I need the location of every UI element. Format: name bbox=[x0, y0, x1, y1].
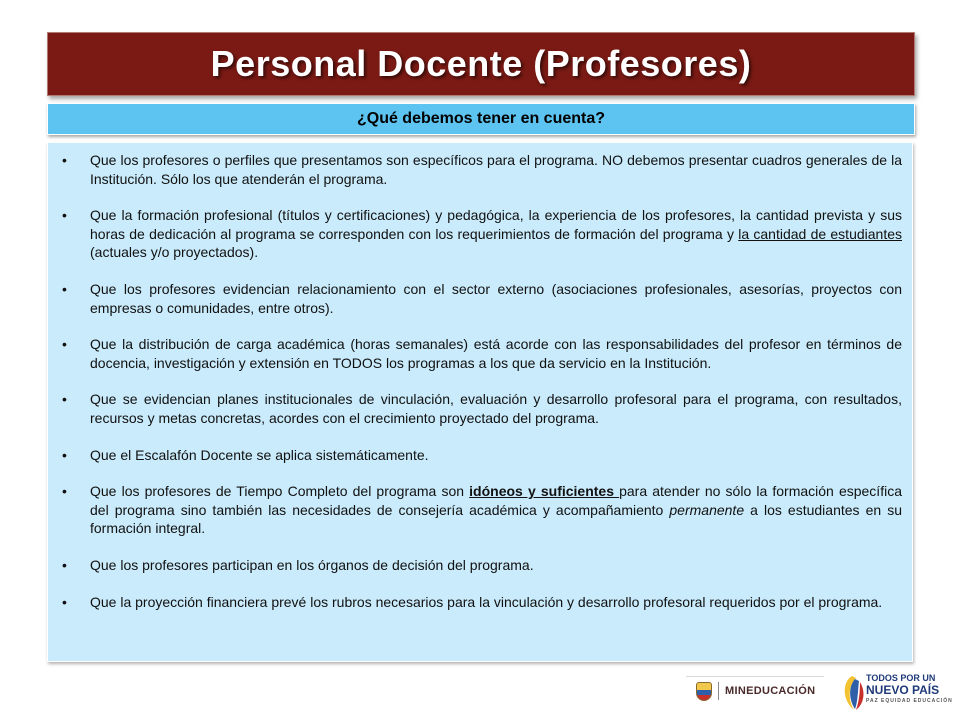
bullet-text: a los estudiantes en su formación integral. bbox=[90, 501, 902, 537]
bullet-text: para atender no sólo la formación específica del programa sino también las necesidades de consejería académica y acompañamiento bbox=[90, 483, 902, 518]
bullet-item bbox=[90, 593, 902, 612]
pais-line-3: PAZ EQUIDAD EDUCACIÓN bbox=[866, 698, 953, 704]
mineducacion-text: MINEDUCACIÓN bbox=[725, 685, 816, 697]
bullet-text: Que se evidencian planes institucionales de vinculación, evaluación y desarrollo profesoral para el programa, con resultados, recursos y metas concretas, acordes con el crecimiento proyectado del programa. bbox=[90, 391, 902, 426]
bullet-text: Que la proyección financiera prevé los rubros necesarios para la vinculación y desarrollo profesoral requeridos por el programa. bbox=[90, 593, 883, 610]
nuevo-pais-logo bbox=[838, 666, 956, 718]
bullet-item bbox=[90, 446, 902, 465]
bullet-text: Que los profesores de Tiempo Completo del programa son bbox=[90, 483, 470, 500]
bullet-text: Que los profesores participan en los órganos de decisión del programa. bbox=[90, 556, 534, 573]
nuevo-pais-logo-icon bbox=[838, 666, 868, 718]
italic-text: permanente bbox=[669, 501, 745, 518]
pais-line-1: TODOS POR UN bbox=[866, 673, 936, 683]
footer-divider bbox=[686, 676, 824, 677]
underlined-text: la cantidad de estudiantes bbox=[738, 225, 902, 242]
bullet-text: Que los profesores evidencian relacionamiento con el sector externo (asociaciones profesionales, asesorías, proyectos con empresas o comunidades, entre otros). bbox=[90, 280, 902, 316]
bullet-text: (actuales y/o proyectados). bbox=[90, 244, 259, 261]
title-banner bbox=[47, 32, 915, 96]
bullet-text: Que los profesores o perfiles que presentamos son específicos para el programa. NO debemos presentar cuadros generales de la Institución. Sólo los que atenderán el programa. bbox=[90, 152, 902, 187]
bullet-item bbox=[90, 556, 902, 575]
emphasized-text: idóneos y suficientes bbox=[469, 483, 620, 500]
bullet-text: Que el Escalafón Docente se aplica sistemáticamente. bbox=[90, 446, 429, 463]
bullet-item bbox=[90, 482, 902, 538]
content-box bbox=[47, 142, 913, 662]
bullet-item bbox=[90, 206, 902, 262]
bullet-text: Que la distribución de carga académica (horas semanales) está acorde con las responsabilidades del profesor en términos de docencia, investigación y extensión en TODOS los programas a los que da servicio en la Institución. bbox=[90, 336, 902, 371]
bullet-item bbox=[90, 151, 902, 188]
slide-title: Personal Docente (Profesores) bbox=[210, 43, 752, 84]
colombia-coat-of-arms-icon bbox=[696, 682, 712, 701]
bullet-list bbox=[48, 143, 912, 611]
pais-line-2: NUEVO PAÍS bbox=[866, 683, 940, 697]
bullet-item bbox=[90, 390, 902, 427]
mineducacion-logo bbox=[696, 680, 815, 702]
bullet-item bbox=[90, 280, 902, 317]
slide-subtitle: ¿Qué debemos tener en cuenta? bbox=[356, 110, 606, 127]
bullet-text: Que la formación profesional (títulos y certificaciones) y pedagógica, la experiencia de los profesores, la cantidad prevista y sus horas de dedicación al programa se corresponden con los requerimientos de formación del programa y bbox=[90, 207, 902, 242]
bullet-item bbox=[90, 335, 902, 372]
logo-divider bbox=[718, 682, 719, 700]
nuevo-pais-text bbox=[866, 672, 953, 705]
subtitle-banner bbox=[47, 103, 915, 135]
